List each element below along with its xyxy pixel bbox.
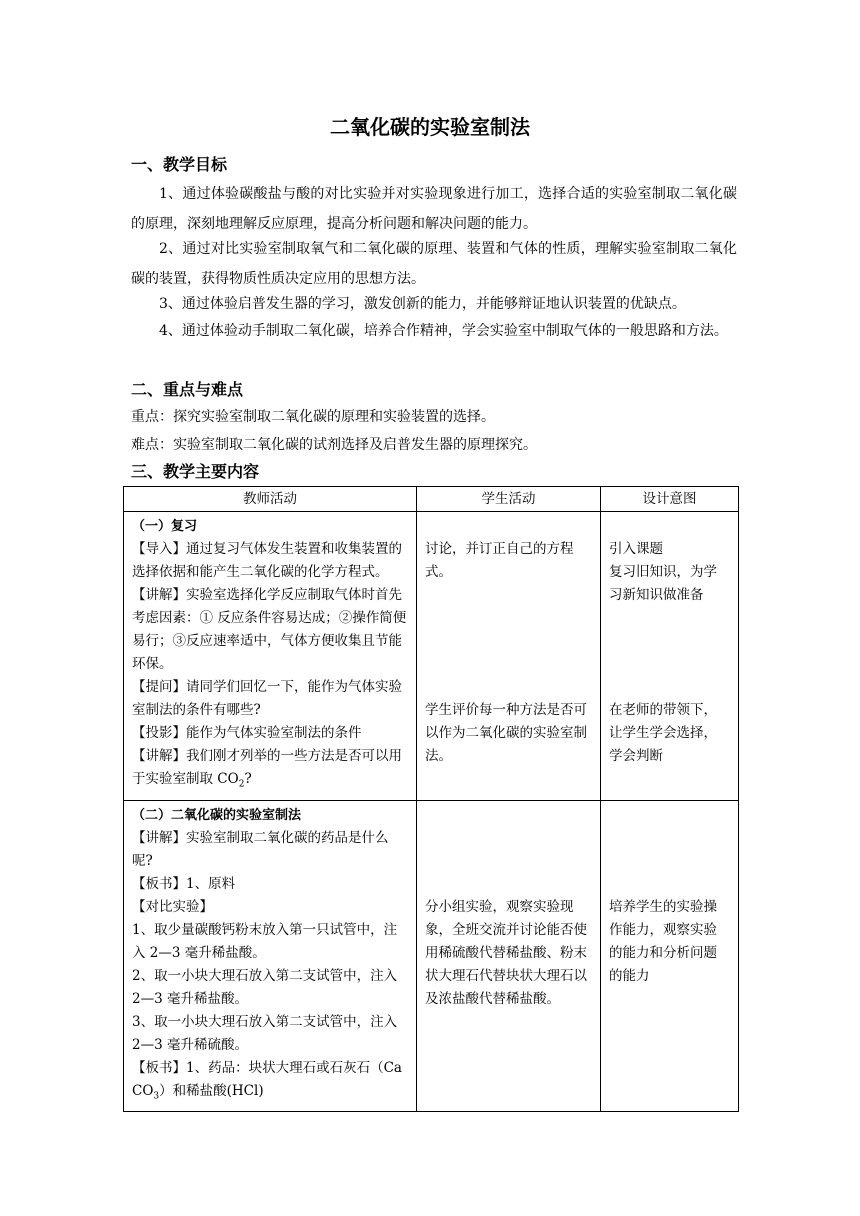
teacher-intro-text: 【导入】通过复习气体发生装置和收集装置的选择依据和能产生二氧化碳的化学方程式。 xyxy=(132,541,402,580)
table-header-row xyxy=(124,487,739,512)
co2-subscript: 2 xyxy=(238,779,245,790)
document-title: 二氧化碳的实验室制法 xyxy=(330,115,530,139)
difficulty-text: 难点：实验室制取二氧化碳的试剂选择及启普发生器的原理探究。 xyxy=(131,437,537,453)
teacher-projection-text: 【投影】能作为气体实验室制法的条件 xyxy=(132,725,362,741)
teacher-question-text: 【提问】请同学们回忆一下，能作为气体实验室制法的条件有哪些? xyxy=(132,679,402,718)
column-header-design: 设计意图 xyxy=(601,487,739,512)
section-heading-key-points: 二、重点与难点 xyxy=(131,380,244,399)
experiment-step-1: 1、取少量碳酸钙粉末放入第一只试管中，注入 2—3 毫升稀盐酸。 xyxy=(132,921,398,961)
lab-method-subheading: （二）二氧化碳的实验室制法 xyxy=(132,807,302,823)
design-intent-cell xyxy=(601,512,739,801)
review-subheading: （一）复习 xyxy=(132,519,198,534)
caco3-subscript: 3 xyxy=(153,1091,160,1102)
board-reagents-suffix: ）和稀盐酸(HCl) xyxy=(159,1082,264,1099)
column-header-student: 学生活动 xyxy=(417,487,601,512)
comparison-experiment-label: 【对比实验】 xyxy=(132,898,213,915)
explain-co2-suffix: ? xyxy=(244,771,252,787)
design-intro-topic: 引入课题 xyxy=(609,541,663,557)
section-heading-content: 三、教学主要内容 xyxy=(131,462,260,481)
teacher-explain-text: 【讲解】实验室选择化学反应制取气体时首先考虑因素：① 反应条件容易达成；②操作简便易行；③反应速率适中，气体方便收集且节能环保。 xyxy=(132,587,407,672)
student-activity-cell xyxy=(417,800,601,1112)
design-guidance-text: 在老师的带领下，让学生学会选择，学会判断 xyxy=(609,702,717,764)
student-evaluation-text: 学生评价每一种方法是否可以作为二氧化碳的实验室制法。 xyxy=(425,702,587,764)
design-review-text: 复习旧知识，为学习新知识做准备 xyxy=(609,564,717,603)
column-header-teacher: 教师活动 xyxy=(124,487,417,512)
student-activity-cell xyxy=(417,512,601,801)
objective-item-2: 2、通过对比实验室制取氧气和二氧化碳的原理、装置和气体的性质，理解实验室制取二氧化碳的装置，获得物质性质决定应用的思想方法。 xyxy=(131,241,737,287)
teaching-content-table xyxy=(123,486,739,1112)
board-raw-materials: 【板书】1、原料 xyxy=(132,875,236,892)
objective-item-4: 4、通过体验动手制取二氧化碳，培养合作精神，学会实验室中制取气体的一般思路和方法。 xyxy=(159,323,728,339)
section-heading-objectives: 一、教学目标 xyxy=(131,155,228,174)
experiment-step-2: 2、取一小块大理石放入第二支试管中，注入 2—3 毫升稀盐酸。 xyxy=(132,967,398,1007)
objective-item-3: 3、通过体验启普发生器的学习，激发创新的能力，并能够辩证地认识装置的优缺点。 xyxy=(159,296,686,312)
student-group-experiment-text: 分小组实验，观察实验现象，全班交流并讨论能否使用稀硫酸代替稀盐酸、粉末状大理石代替块状大理石以及浓盐酸代替稀盐酸。 xyxy=(425,898,587,1007)
design-experiment-skill-text: 培养学生的实验操作能力，观察实验的能力和分析问题的能力 xyxy=(609,898,717,984)
experiment-step-3: 3、取一小块大理石放入第二支试管中，注入 2—3 毫升稀硫酸。 xyxy=(132,1013,398,1053)
board-reagents xyxy=(132,1057,408,1109)
table-row-review xyxy=(124,512,739,801)
design-intent-cell xyxy=(601,800,739,1112)
student-discussion-text: 讨论，并订正自己的方程式。 xyxy=(425,541,574,580)
objective-item-1: 1、通过体验碳酸盐与酸的对比实验并对实验现象进行加工，选择合适的实验室制取二氧化碳的原理，深刻地理解反应原理，提高分析问题和解决问题的能力。 xyxy=(131,186,737,232)
teacher-explain-reagents: 【讲解】实验室制取二氧化碳的药品是什么呢? xyxy=(132,829,389,869)
teacher-explain-co2-text xyxy=(132,745,408,797)
explain-co2-prefix: 【讲解】我们刚才列举的一些方法是否可以用于实验室制取 CO xyxy=(132,748,402,787)
teacher-activity-cell xyxy=(124,800,417,1112)
teacher-activity-cell xyxy=(124,512,417,801)
table-row-lab-method xyxy=(124,800,739,1112)
key-point-text: 重点：探究实验室制取二氧化碳的原理和实验装置的选择。 xyxy=(131,409,495,425)
board-reagents-prefix: 【板书】1、药品：块状大理石或石灰石（CaCO xyxy=(132,1059,402,1099)
